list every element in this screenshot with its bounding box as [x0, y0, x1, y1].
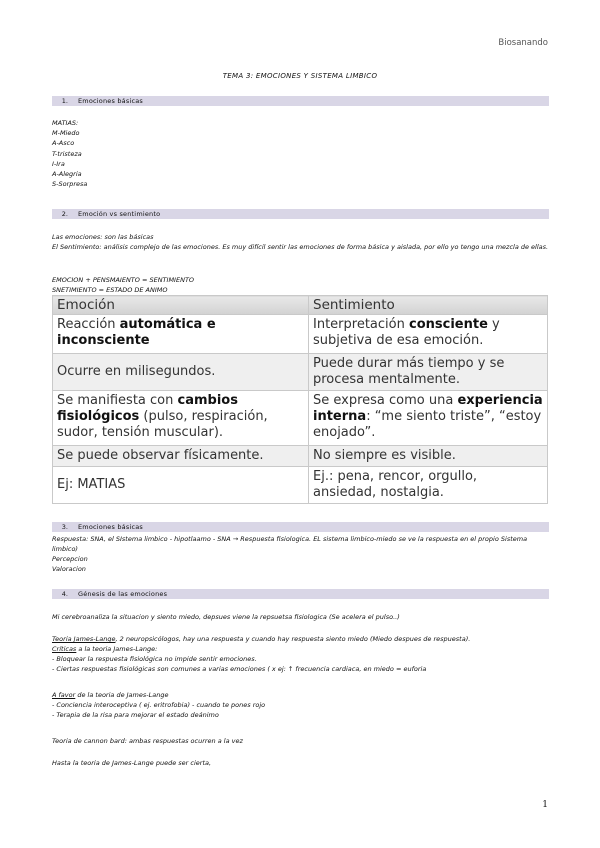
- list-item: S-Sorpresa: [52, 180, 88, 189]
- table-row: [53, 467, 548, 504]
- list-item: I-Ira: [52, 159, 65, 168]
- table-cell: [309, 446, 548, 467]
- table-row: [53, 391, 548, 446]
- table-cell: [53, 446, 309, 467]
- table-row: [53, 315, 548, 354]
- cell-bold: consciente: [408, 317, 488, 332]
- paragraph: [52, 634, 552, 644]
- sec2-text: [52, 232, 552, 252]
- table-row: [53, 446, 548, 467]
- page-title: TEMA 3: EMOCIONES Y SISTEMA LIMBICO: [222, 72, 378, 80]
- equation: SNETIMIENTO = ESTADO DE ANIMO: [52, 286, 168, 295]
- section-4-bar: [52, 589, 549, 599]
- paragraph: El Sentimiento: análisis complejo de las emociones. Es muy difícil sentir las emociones de forma básica y aislada, por ello yo tengo una mezcla de ellas.: [52, 243, 549, 251]
- cell-text: (pulso, respiración, sudor, tensión muscular).: [57, 409, 268, 440]
- cell-bold: cambios fisiológicos: [57, 393, 238, 424]
- cell-text: Se expresa como una: [313, 393, 458, 408]
- cell-text: Ocurre en milisegundos.: [57, 364, 216, 379]
- paragraph-text: a la teoria James-Lange:: [76, 645, 158, 653]
- list-item: - Terapia de la risa para mejorar el estado deánimo: [52, 711, 219, 719]
- cell-bold: automática e inconsciente: [57, 317, 216, 348]
- matias-heading: MATIAS:: [52, 119, 79, 127]
- sec3-text: [52, 534, 552, 574]
- page-number: 1: [542, 800, 548, 810]
- list-item: - Conciencia interoceptiva ( ej. eritrofobia) - cuando te pones rojo: [52, 701, 266, 709]
- paragraph: Valoracion: [52, 565, 86, 573]
- list-item: - Bloquear la respuesta fisiológica no impide sentir emociones.: [52, 655, 257, 663]
- equation: EMOCION + PENSMAIENTO = SENTIMIENTO: [52, 276, 195, 284]
- table-cell: [53, 467, 309, 504]
- table-header-row: [53, 296, 548, 315]
- james-lange-title: Teoria James-Lange: [52, 635, 116, 643]
- paragraph: Respuesta: SNA, el SIstema limbico - hipotlaamo - SNA → Respuesta fisiologica. EL sistema limbico-miedo se ve la respuesta en el propio Sistema limbico): [52, 535, 528, 553]
- paragraph-text: , 2 neuropsicólogos, hay una respuesta y cuando hay respuesta siento miedo (Miedo despues de respuesta).: [115, 635, 471, 643]
- header-brand: Biosanando: [498, 38, 548, 48]
- paragraph: [52, 644, 552, 654]
- list-item: A-Asco: [52, 139, 75, 148]
- cell-text: y subjetiva de esa emoción.: [313, 317, 500, 348]
- table-cell: [309, 354, 548, 391]
- list-item: T-tristeza: [52, 149, 82, 158]
- list-item: M-Miedo: [52, 129, 80, 138]
- matias-list: [52, 118, 87, 189]
- a-favor-block: [52, 690, 552, 720]
- section-number: 2.: [61, 210, 68, 218]
- table-row: [53, 354, 548, 391]
- hasta-text: Hasta la teoria de James-Lange puede ser cierta,: [52, 759, 212, 767]
- table-cell: [309, 391, 548, 446]
- table-cell: [309, 467, 548, 504]
- criticas-title: Críticas: [52, 645, 77, 653]
- section-label: Emoción vs sentimiento: [78, 210, 161, 218]
- cell-text: Se manifiesta con: [57, 393, 178, 408]
- table-cell: [309, 315, 548, 354]
- cell-text: Ej: MATIAS: [57, 477, 126, 492]
- james-lange-block: [52, 634, 552, 674]
- paragraph: Percepcion: [52, 555, 88, 563]
- list-item: - Ciertas respuestas fisiológicas son comunes a varias emociones ( x ej: ↑ frecuencia cardiaca, en miedo = euforia: [52, 665, 427, 673]
- cannon-bard-text: Teoria de cannon bard: ambas respuestas ocurren a la vez: [52, 737, 243, 745]
- section-number: 1.: [61, 97, 68, 105]
- section-number: 3.: [61, 523, 68, 531]
- cell-text: Interpretación: [313, 317, 409, 332]
- table-cell: [53, 391, 309, 446]
- section-label: Génesis de las emociones: [78, 590, 168, 598]
- cell-text: Reacción: [57, 317, 120, 332]
- section-3-bar: [52, 522, 549, 532]
- table-cell: [53, 315, 309, 354]
- cell-text: Puede durar más tiempo y se procesa mentalmente.: [313, 356, 505, 387]
- section-2-bar: [52, 209, 549, 219]
- a-favor-title: A favor: [52, 691, 76, 699]
- cell-text: Ej.: pena, rencor, orgullo, ansiedad, nostalgia.: [313, 469, 478, 500]
- emotion-vs-feeling-table: [52, 295, 548, 504]
- column-header: Sentimiento: [309, 296, 548, 315]
- table-cell: [53, 354, 309, 391]
- column-header: Emoción: [53, 296, 309, 315]
- equations: [52, 275, 194, 295]
- cell-text: Se puede observar físicamente.: [57, 448, 264, 463]
- section-label: Emociones básicas: [78, 523, 143, 531]
- cell-text: No siempre es visible.: [313, 448, 456, 463]
- section-number: 4.: [61, 590, 68, 598]
- paragraph: Las emociones: son las básicas: [52, 233, 154, 241]
- cell-text: : “me siento triste”, “estoy enojado”.: [313, 409, 542, 440]
- paragraph: [52, 690, 552, 700]
- cell-bold: experiencia interna: [313, 393, 543, 424]
- list-item: A-Alegria: [52, 170, 82, 179]
- sec4-p1: Mi cerebroanaliza la situacion y siento miedo, depsues viene la repsuetsa fisiologica (Se acelera el pulso..): [52, 613, 400, 621]
- section-label: Emociones básicas: [78, 97, 143, 105]
- paragraph-text: de la teoria de James-Lange: [75, 691, 169, 699]
- section-1-bar: [52, 96, 549, 106]
